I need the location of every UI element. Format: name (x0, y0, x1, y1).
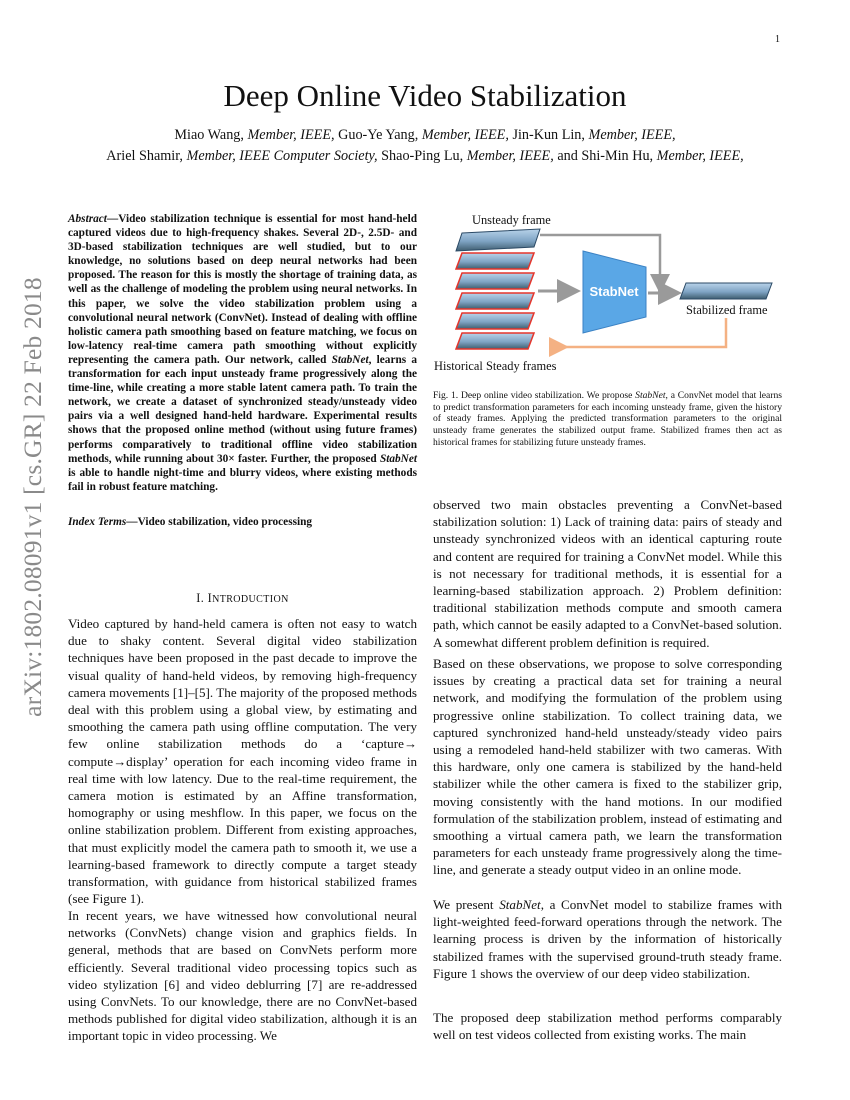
author-name: and Shi-Min Hu, (553, 148, 657, 164)
unsteady-frame-image (456, 229, 540, 251)
stabilized-frame-image (680, 283, 772, 299)
stabnet-block (583, 251, 646, 333)
right-para3-text: , a ConvNet model to stabilize frames with light-weighted feed-forward operations through the network. The learning process is driven by the information of historically stabilized frames with the supervised ground-truth steady frame. Figure 1 shows the overview of our deep video stabilization. (433, 897, 782, 981)
abstract-stabnet-term: StabNet (331, 353, 369, 366)
section-heading-introduction (68, 591, 417, 606)
figure-label-unsteady: Unsteady frame (472, 213, 551, 227)
section-number: I. (196, 591, 208, 605)
paper-title: Deep Online Video Stabilization (223, 78, 627, 113)
author-role: Member, IEEE Computer Society, (186, 148, 378, 164)
author-role: Member, IEEE, (421, 127, 509, 143)
arxiv-identifier-stamp: arXiv:1802.08091v1 [cs.GR] 22 Feb 2018 (18, 277, 47, 717)
author-role: Member, IEEE, (656, 148, 744, 164)
author-role: Member, IEEE, (588, 127, 676, 143)
figure-1-svg (430, 205, 790, 385)
right-paragraph-1: observed two main obstacles preventing a ConvNet-based stabilization solution: 1) Lack of training data: pairs of steady and unsteady synchronized videos with an identical capturing route and content are required for training a ConvNet model. While this is not necessary for traditional methods, it is essential for a learning-based stabilization approach. 2) Problem definition: traditional stabilization methods compute and smooth camera path, which cannot be easily adapted to a ConvNet-based solution. A somewhat different problem definition is required. (433, 497, 782, 650)
author-role: Member, IEEE, (466, 148, 554, 164)
right-paragraph-3 (433, 896, 782, 982)
historical-frame (456, 293, 534, 309)
intro-paragraph-2: In recent years, we have witnessed how convolutional neural networks (ConvNets) change vision and graphics fields. In general, methods that are based on ConvNets perform more efficiently. Several traditional video processing topics such as video stylization [6] and video deblurring [7] are re-addressed using ConvNets. To our knowledge, there are no ConvNet-based methods published for digital video stabilization, although it is an important topic in video processing. We (68, 908, 417, 1044)
author-list (50, 125, 800, 167)
historical-frame (456, 333, 534, 349)
index-terms (68, 516, 417, 528)
abstract (68, 212, 417, 494)
right-para3-pre: We present (433, 897, 500, 912)
author-role: Member, IEEE, (247, 127, 335, 143)
author-line-2 (50, 146, 800, 167)
historical-frames-stack (456, 253, 534, 349)
author-name: Guo-Ye Yang, (334, 127, 422, 143)
author-name: Ariel Shamir, (106, 148, 187, 164)
figure-1-caption (433, 390, 782, 449)
stabnet-label: StabNet (589, 284, 639, 299)
historical-frame (456, 253, 534, 269)
index-terms-text: —Video stabilization, video processing (126, 516, 313, 528)
figure-1-diagram (430, 205, 790, 385)
right-paragraph-4: The proposed deep stabilization method performs comparably well on test videos collected from existing works. The main (433, 1010, 782, 1043)
historical-frame (456, 273, 534, 289)
author-name: Miao Wang, (174, 127, 248, 143)
index-terms-label: Index Terms (68, 516, 127, 528)
page-number: 1 (775, 34, 780, 45)
section-title-rest: NTRODUCTION (212, 594, 289, 605)
caption-prefix: Fig. 1. Deep online video stabilization. We propose (433, 390, 636, 401)
section-initial: I (207, 591, 213, 605)
intro-paragraph-1: Video captured by hand-held camera is often not easy to watch due to shaky content. Several digital video stabilization techniques have been proposed in the past decade to improve the visual quality of hand-held videos, by removing high-frequency camera movements [1]–[5]. The majority of the proposed methods deal with this problem using a global view, by estimating and smoothing the camera path using offline computation. The very few online stabilization methods do a ‘capture→ compute→display’ operation for each incoming video frame in real time with low latency. Due to the real-time requirement, the camera motion is estimated by an Affine transformation, homography or using meshflow. In this paper, we focus on the online stabilization problem. Different from existing approaches, that must explicitly model the camera path to smooth it, we use a learning-based framework to directly compute a target steady transformation, with guidance from historical stabilized frames (see Figure 1). (68, 616, 417, 907)
abstract-stabnet-term-2: StabNet (379, 452, 417, 465)
author-line-1 (50, 125, 800, 146)
abstract-text-3: is able to handle night-time and blurry videos, where existing methods fail in robust feature matching. (68, 466, 417, 493)
historical-frame (456, 313, 534, 329)
caption-stabnet-term: StabNet (635, 390, 666, 401)
author-name: Shao-Ping Lu, (377, 148, 467, 164)
caption-text: , a ConvNet model that learns to predict transformation parameters for each incoming unsteady frame, given the history of steady frames. Applying the predicted transformation parameters to the original unsteady frame generates the stabilized output frame. Stabilized frames then act as historical frames for stabilizing future unsteady frames. (433, 390, 782, 448)
right-paragraph-2: Based on these observations, we propose to solve corresponding issues by creating a practical data set for training a neural network, and modifying the formulation of the problem using progressive online stabilization. To collect training data, we captured synchronized hand-held unsteady/steady video pairs using a remodeled hand-held stabilizer with two cameras. With this hardware, only one camera is stabilized by the hand-held stabilizer while the other camera is fixed to the stabilizer grip, moving consistently with the hand motions. In our modified formulation of the stabilization problem, instead of estimating and smoothing a virtual camera path, we learn the transformation parameters for each unsteady frame progressively along the time-line, and generate a steady output video in an online mode. (433, 656, 782, 878)
author-name: Jin-Kun Lin, (508, 127, 589, 143)
right-para3-stabnet-term: StabNet (499, 897, 541, 912)
abstract-text: —Video stabilization technique is essential for most hand-held captured videos due to high-frequency shakes. Several 2D-, 2.5D- and 3D-based stabilization techniques are well studied, but to our knowledge, no solutions based on deep neural networks had been proposed. The reason for this is mostly the shortage of training data, as well as the challenge of modeling the problem using neural networks. In this paper, we solve the video stabilization problem using a convolutional neural network (ConvNet). Instead of dealing with offline holistic camera path smoothing based on feature matching, we focus on low-latency real-time camera path smoothing without explicitly representing the camera path. Our network, called (68, 213, 417, 366)
figure-label-stabilized: Stabilized frame (686, 303, 768, 317)
abstract-text-2: , learns a transformation for each input unsteady frame progressively along the time-line, while creating a more stable latent camera path. To train the network, we create a dataset of synchronized steady/unsteady video pairs via a well designed hand-held hardware. Experimental results shows that the proposed online method (without using future frames) performs comparatively to traditional offline video stabilization methods, while running about 30× faster. Further, the proposed (68, 353, 417, 465)
figure-label-historical: Historical Steady frames (434, 359, 557, 373)
abstract-label: Abstract (68, 213, 107, 225)
